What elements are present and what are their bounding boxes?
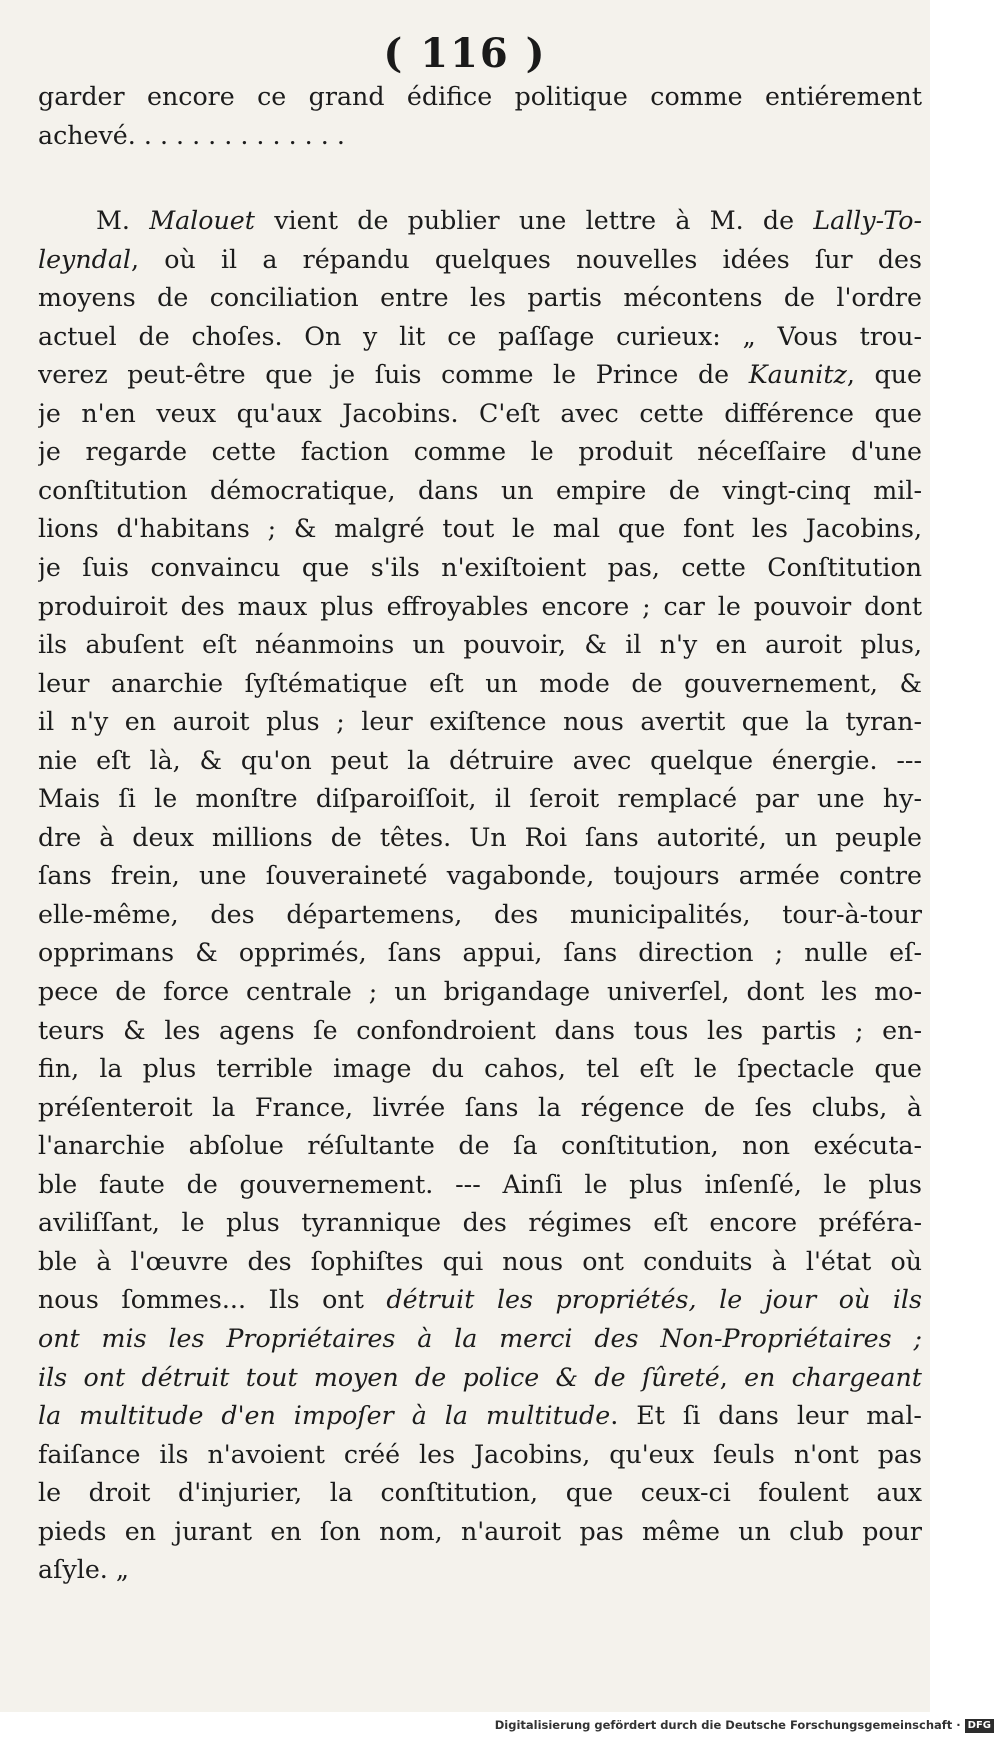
scan-margin xyxy=(930,0,1000,1743)
text-line: moyens de conciliation entre les partis mécontens de l'ordre xyxy=(38,283,922,313)
text-line: produiroit des maux plus effroyables encore ; car le pouvoir dont xyxy=(38,591,922,621)
text-line: leur anarchie ſyſtématique eſt un mode de gouvernement, & xyxy=(38,668,922,698)
text-line: dre à deux millions de têtes. Un Roi ſans autorité, un peuple xyxy=(38,822,922,852)
text-line: il n'y en auroit plus ; leur exiſtence nous avertit que la tyran- xyxy=(38,707,922,737)
text-line: ont mis les Propriétaires à la merci des Non-Propriétaires ; xyxy=(38,1323,922,1353)
text-line: je ſuis convaincu que s'ils n'exiſtoient pas, cette Conſtitution xyxy=(38,553,922,583)
text-line: l'anarchie abſolue réſultante de ſa conſtitution, non exécuta- xyxy=(38,1131,922,1161)
text-line: ils ont détruit tout moyen de police & de ſûreté, en chargeant xyxy=(38,1362,922,1392)
text-line: conſtitution démocratique, dans un empire de vingt-cinq mil- xyxy=(38,475,922,505)
text-line: opprimans & opprimés, ſans appui, ſans direction ; nulle eſ- xyxy=(38,938,922,968)
text-line: faiſance ils n'avoient créé les Jacobins, qu'eux ſeuls n'ont pas xyxy=(38,1439,922,1469)
text-line: garder encore ce grand édifice politique comme entiérement xyxy=(38,82,922,111)
text-line: lions d'habitans ; & malgré tout le mal que font les Jacobins, xyxy=(38,514,922,544)
text-line: teurs & les agens ſe confondroient dans tous les partis ; en- xyxy=(38,1015,922,1045)
text-line: ble faute de gouvernement. --- Ainſi le plus inſenſé, le plus xyxy=(38,1169,922,1199)
text-line: je regarde cette faction comme le produit néceſſaire d'une xyxy=(38,437,922,467)
text-line: leyndal, où il a répandu quelques nouvelles idées ſur des xyxy=(38,244,922,274)
text-line: Mais ſi le monſtre diſparoiſſoit, il ſeroit remplacé par une hy- xyxy=(38,784,922,814)
text-line: achevé. . . . . . . . . . . . . . xyxy=(38,120,345,150)
page-number: ( 116 ) xyxy=(383,30,547,77)
text-line: fin, la plus terrible image du cahos, tel eſt le ſpectacle que xyxy=(38,1054,922,1084)
text-line: pieds en jurant en ſon nom, n'auroit pas même un club pour xyxy=(38,1516,922,1546)
name-kaunitz: Kaunitz xyxy=(748,360,847,390)
text-line: pece de force centrale ; un brigandage univerſel, dont les mo- xyxy=(38,977,922,1007)
dfg-logo: DFG xyxy=(965,1719,994,1733)
text-line: préſenteroit la France, livrée ſans la régence de ſes clubs, à xyxy=(38,1092,922,1122)
text-line: aſyle. „ xyxy=(38,1555,129,1585)
text-line: elle-même, des départemens, des municipalités, tour-à-tour xyxy=(38,899,922,929)
text-line: ble à l'œuvre des ſophiſtes qui nous ont conduits à l'état où xyxy=(38,1246,922,1276)
text-line: ſans frein, une ſouveraineté vagabonde, toujours armée contre xyxy=(38,861,922,891)
text-line: verez peut-être que je ſuis comme le Prince de Kaunitz, que xyxy=(38,360,922,390)
text-line: actuel de choſes. On y lit ce paſſage curieux: „ Vous trou- xyxy=(38,321,922,351)
name-lally: Lally-To- xyxy=(813,206,922,236)
text-line: aviliſſant, le plus tyrannique des régimes eſt encore préféra- xyxy=(38,1208,922,1238)
name-malouet: Malouet xyxy=(149,206,255,236)
paragraph-gap xyxy=(38,155,922,202)
page-text xyxy=(38,78,922,1590)
text-line: le droit d'injurier, la conſtitution, que ceux-ci foulent aux xyxy=(38,1478,922,1508)
text-line: M. Malouet vient de publier une lettre à M. de Lally-To- xyxy=(96,206,922,236)
text-line: je n'en veux qu'aux Jacobins. C'eſt avec cette différence que xyxy=(38,398,922,428)
digitization-credit xyxy=(495,1718,994,1733)
text-line: ils abuſent eſt néanmoins un pouvoir, & il n'y en auroit plus, xyxy=(38,630,922,660)
credit-text: Digitalisierung gefördert durch die Deutsche Forschungsgemeinschaft · xyxy=(494,1718,961,1732)
text-line: la multitude d'en impoſer à la multitude. Et ſi dans leur mal- xyxy=(38,1401,922,1431)
text-line: nie eſt là, & qu'on peut la détruire avec quelque énergie. --- xyxy=(38,745,922,775)
text-line: nous ſommes... Ils ont détruit les propriétés, le jour où ils xyxy=(38,1285,922,1315)
